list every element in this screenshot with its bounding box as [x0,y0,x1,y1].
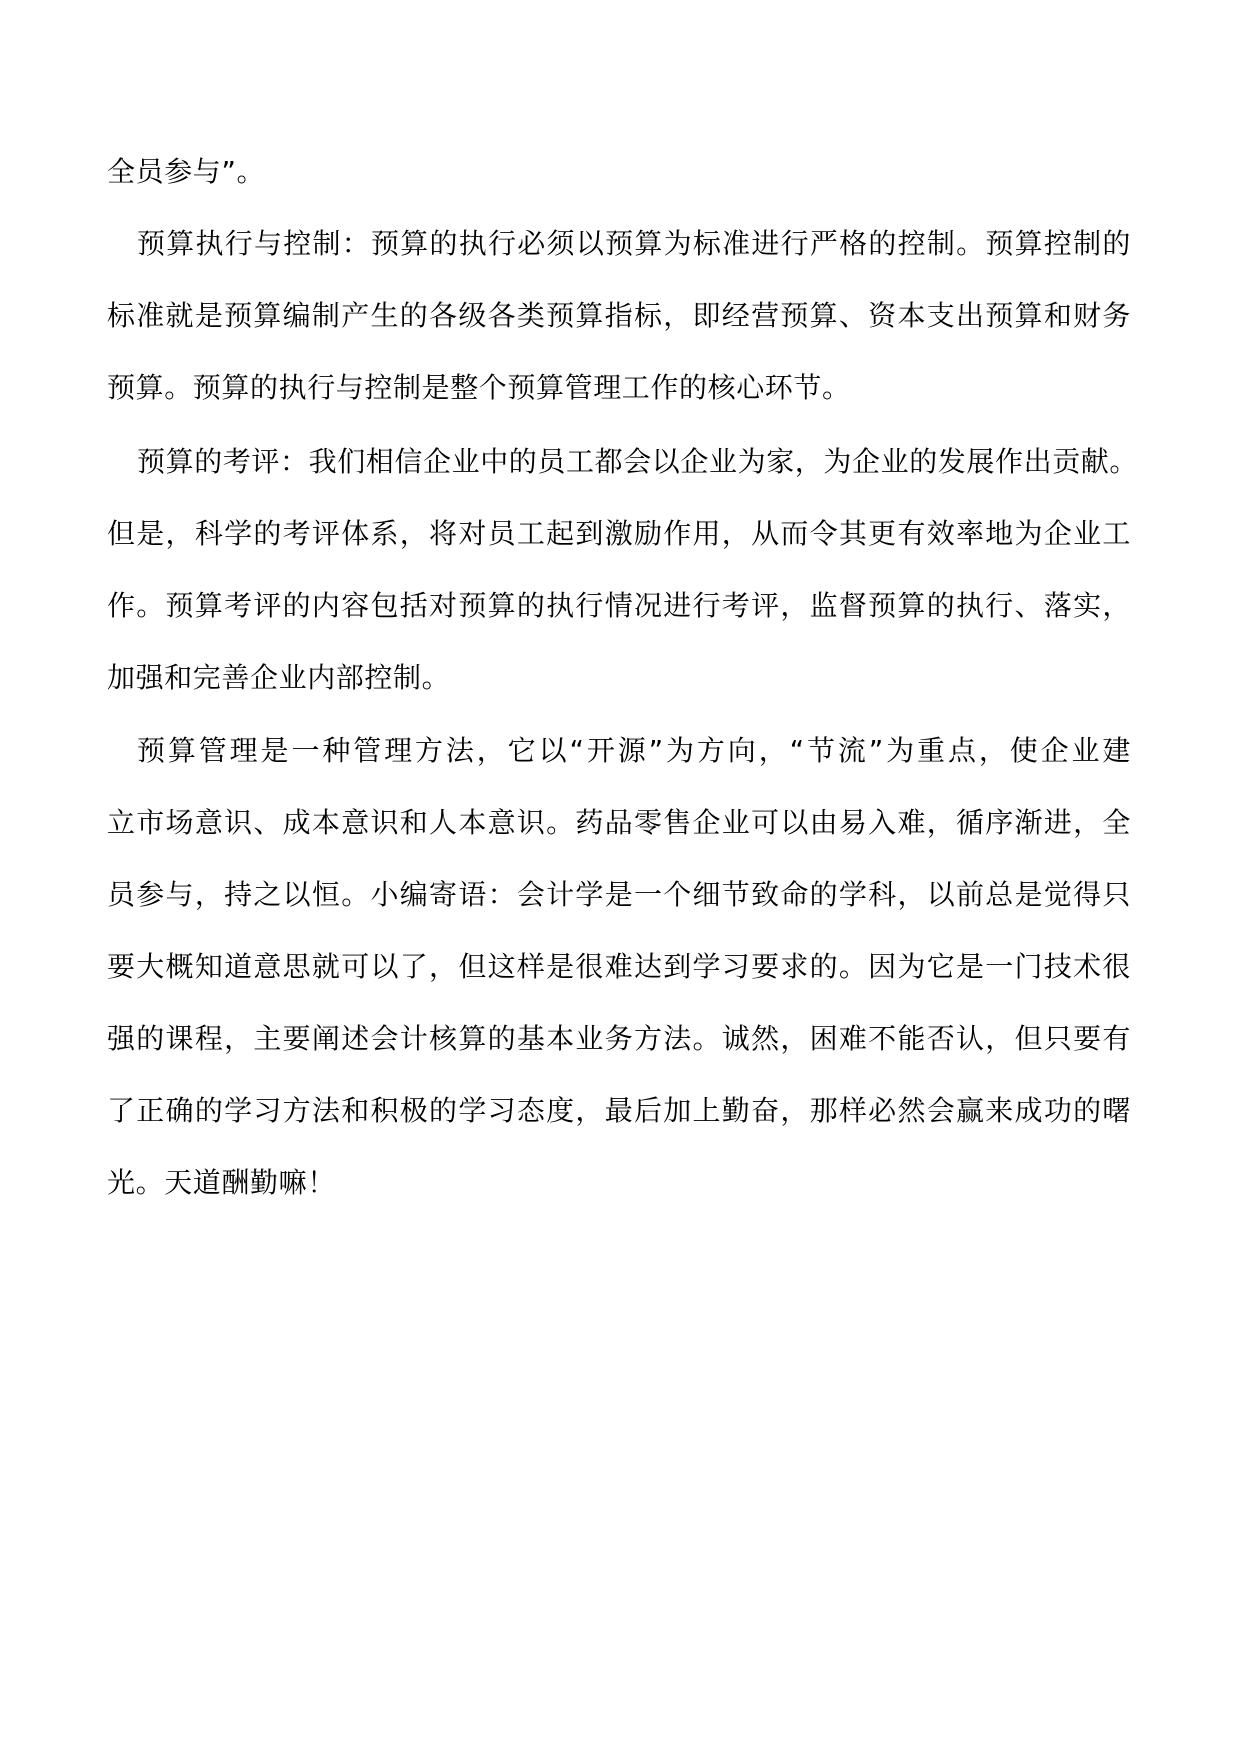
paragraph-4-line-7: 光。天道酬勤嘛！ [107,1166,336,1199]
paragraph-4-line-5: 强的课程，主要阐述会计核算的基本业务方法。诚然，困难不能否认，但只要有 [107,1022,1131,1055]
paragraph-4-line-4: 要大概知道意思就可以了，但这样是很难达到学习要求的。因为它是一门技术很 [107,950,1131,983]
paragraph-2-line-3: 预算。预算的执行与控制是整个预算管理工作的核心环节。 [107,371,851,404]
paragraph-4-line-1: 预算管理是一种管理方法，它以“开源”为方向，“节流”为重点，使企业建 [137,734,1131,767]
paragraph-3-line-3: 作。预算考评的内容包括对预算的执行情况进行考评，监督预算的执行、落实， [107,589,1131,622]
paragraph-3-line-1: 预算的考评：我们相信企业中的员工都会以企业为家，为企业的发展作出贡献。 [137,445,1139,478]
paragraph-3-line-4: 加强和完善企业内部控制。 [107,661,451,694]
paragraph-4-line-6: 了正确的学习方法和积极的学习态度，最后加上勤奋，那样必然会赢来成功的曙 [107,1094,1131,1127]
paragraph-2-line-1: 预算执行与控制：预算的执行必须以预算为标准进行严格的控制。预算控制的 [137,227,1131,260]
paragraph-3-line-2: 但是，科学的考评体系，将对员工起到激励作用，从而令其更有效率地为企业工 [107,517,1131,550]
paragraph-4-line-2: 立市场意识、成本意识和人本意识。药品零售企业可以由易入难，循序渐进，全 [107,806,1131,839]
paragraph-2-line-2: 标准就是预算编制产生的各级各类预算指标，即经营预算、资本支出预算和财务 [107,299,1131,332]
paragraph-4-line-3: 员参与，持之以恒。小编寄语：会计学是一个细节致命的学科，以前总是觉得只 [107,878,1131,911]
paragraph-1-line-1: 全员参与”。 [107,155,266,188]
